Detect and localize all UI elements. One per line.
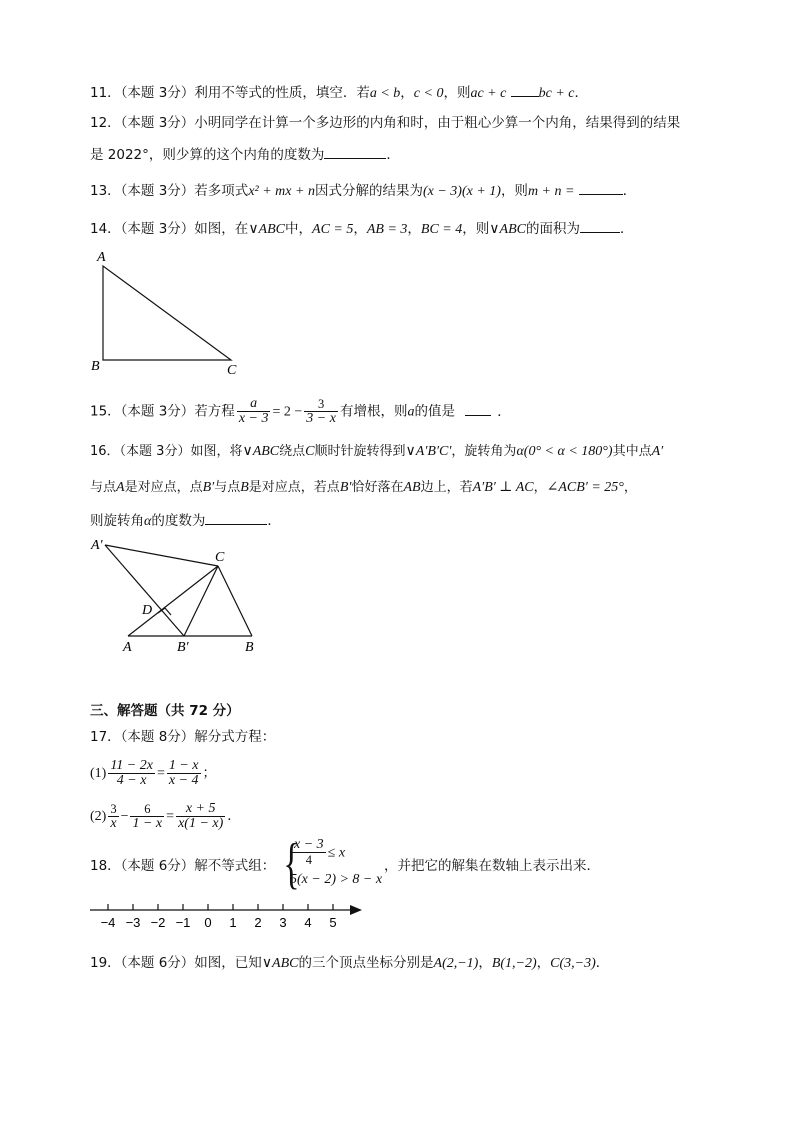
fraction: $\frac{x + 5}{x(1 - x)}$: [178, 800, 224, 831]
triangle-figure-14: [85, 248, 255, 378]
answer-blank[interactable]: [205, 510, 267, 525]
fraction: $\frac{6}{1 - x}$: [132, 801, 163, 831]
number-line-tick-label: 2: [254, 915, 262, 930]
number-line-tick-label: −1: [175, 915, 191, 930]
number-line-tick-label: −3: [125, 915, 141, 930]
number-line-tick-label: 5: [329, 915, 337, 930]
number-line: [88, 898, 368, 932]
number-line-tick-label: 4: [304, 915, 312, 930]
label-b-prime: B′: [177, 640, 189, 655]
number-line-tick-label: −4: [100, 915, 116, 930]
fraction: $\frac{1 - x}{x - 4}$: [168, 757, 199, 788]
number-line-tick-label: 1: [229, 915, 237, 930]
fraction: $\frac{a}{x - 3}$: [238, 396, 269, 426]
label-b: B: [245, 640, 254, 655]
question-15: 15．（本题 3分）若方程 $\frac{a}{x - 3}$ = 2 − $\frac{3}{3 - x}$ 有增根，则a的值是 ．: [90, 396, 511, 426]
fraction: $\frac{3}{x}$: [110, 801, 117, 831]
label-c: C: [215, 550, 225, 565]
question-12-line1: 12．（本题 3分）小明同学在计算一个多边形的内角和时，由于粗心少算一个内角，结果得到的结果: [90, 115, 681, 131]
inequality-1: $\frac{x - 3}{4}$ ≤ x: [294, 837, 346, 867]
number-line-tick-label: 0: [204, 915, 212, 930]
question-17-part1: (1) $\frac{11 - 2x}{4 - x}$ = $\frac{1 - x}{x - 4}$ ；: [90, 757, 217, 788]
number-line-arrow: [350, 905, 362, 915]
section-title: 三、解答题（共 72 分）: [90, 703, 240, 719]
question-13: 13．（本题 3分）若多项式x² + mx + n因式分解的结果为(x − 3)(x + 1)，则m + n = ．: [90, 180, 636, 202]
rotation-figure-16: [85, 533, 275, 658]
triangle-abc: [103, 266, 231, 360]
label-d: D: [142, 603, 153, 618]
question-11: 11．（本题 3分）利用不等式的性质，填空．若a < b，c < 0，则ac + c bc + c．: [90, 82, 588, 104]
question-19: 19．（本题 6分）如图，已知∨ABC的三个顶点坐标分别是A(2,−1)，B(1,−2)，C(3,−3)．: [90, 955, 610, 971]
label-a-prime: A′: [91, 538, 103, 553]
answer-blank[interactable]: [324, 144, 386, 159]
vertex-label-c: C: [227, 363, 237, 378]
number-line-tick-label: 3: [279, 915, 287, 930]
fraction: $\frac{3}{3 - x}$: [306, 397, 336, 426]
system-brace: {: [283, 833, 300, 895]
question-18-label: 18．（本题 6分）解不等式组：: [90, 858, 276, 874]
question-12-line2: 是 2022°，则少算的这个内角的度数为 ．: [90, 144, 400, 165]
segment-c-b: [218, 566, 252, 636]
question-16-line3: 则旋转角α的度数为 ．: [90, 510, 281, 532]
question-14: 14．（本题 3分）如图，在∨ABC中，AC = 5，AB = 3，BC = 4，则∨ABC的面积为 ．: [90, 218, 633, 240]
label-a: A: [123, 640, 132, 655]
segment-a-prime-c: [105, 545, 218, 566]
question-18-tail: ，并把它的解集在数轴上表示出来．: [384, 858, 600, 874]
number-line-tick-label: −2: [150, 915, 166, 930]
question-16-line2: 与点A是对应点，点B′与点B是对应点，若点B′恰好落在AB边上，若A′B′ ⊥ AC，∠ACB′ = 25°，: [90, 480, 637, 495]
question-17-title: 17．（本题 8分）解分式方程：: [90, 729, 276, 745]
fraction: $\frac{x - 3}{4}$: [294, 837, 324, 867]
segment-b-prime-c: [184, 566, 218, 636]
answer-blank[interactable]: [465, 401, 491, 416]
segment-a-c: [128, 566, 218, 636]
answer-blank[interactable]: [580, 218, 620, 233]
question-17-part2: (2) $\frac{3}{x}$ − $\frac{6}{1 - x}$ = $\frac{x + 5}{x(1 - x)}$ ．: [90, 800, 241, 831]
segment-a-prime-b-prime: [105, 545, 184, 636]
question-16-line1: 16．（本题 3分）如图，将∨ABC绕点C顺时针旋转得到∨A′B′C′，旋转角为α(0° < α < 180°)其中点A′: [90, 444, 664, 459]
answer-blank[interactable]: [579, 180, 623, 195]
vertex-label-b: B: [91, 359, 100, 374]
inequality-2: 5(x − 2) > 8 − x: [290, 872, 383, 887]
vertex-label-a: A: [97, 250, 106, 265]
fraction: $\frac{11 - 2x}{4 - x}$: [110, 757, 153, 788]
answer-blank[interactable]: [511, 82, 539, 97]
